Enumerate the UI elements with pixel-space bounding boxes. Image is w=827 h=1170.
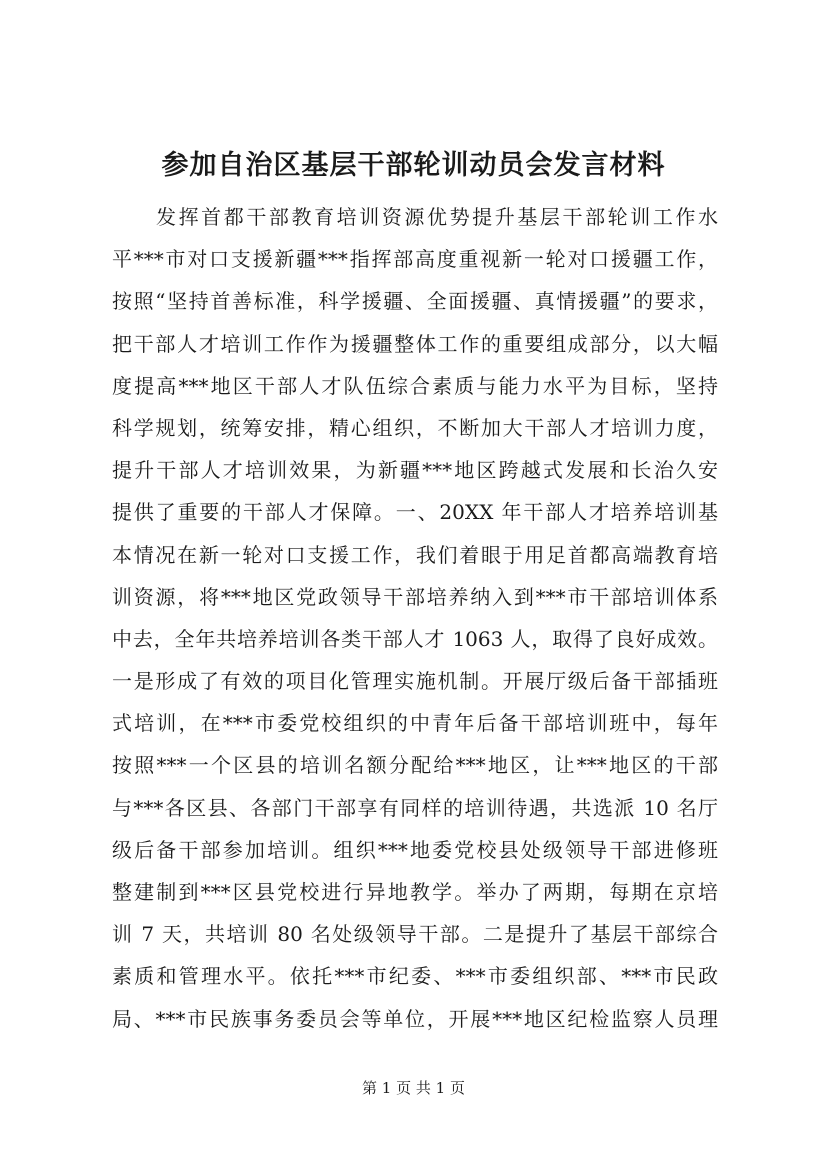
- body-line: 训资源，将***地区党政领导干部培养纳入到***市干部培训体系: [112, 584, 718, 609]
- body-line: 提升干部人才培训效果，为新疆***地区跨越式发展和长治久安: [112, 458, 718, 483]
- document-body: [112, 196, 718, 1040]
- body-line: 局、***市民族事务委员会等单位，开展***地区纪检监察人员理: [112, 1006, 718, 1031]
- body-line: 平***市对口支援新疆***指挥部高度重视新一轮对口援疆工作，: [112, 247, 718, 272]
- body-line: 级后备干部参加培训。组织***地委党校县处级领导干部进修班: [112, 837, 718, 862]
- body-line: 按照“坚持首善标准，科学援疆、全面援疆、真情援疆”的要求，: [112, 289, 718, 314]
- body-line: 一是形成了有效的项目化管理实施机制。开展厅级后备干部插班: [112, 669, 718, 694]
- body-line: 素质和管理水平。依托***市纪委、***市委组织部、***市民政: [112, 964, 718, 989]
- document-title: 参加自治区基层干部轮训动员会发言材料: [161, 150, 666, 181]
- body-line: 本情况在新一轮对口支援工作，我们着眼于用足首都高端教育培: [112, 542, 718, 567]
- body-line: 发挥首都干部教育培训资源优势提升基层干部轮训工作水: [156, 205, 718, 229]
- page-footer: 第 1 页 共 1 页: [362, 1079, 465, 1097]
- body-line: 中去，全年共培养培训各类干部人才 1063 人，取得了良好成效。: [112, 626, 718, 651]
- body-line: 提供了重要的干部人才保障。一、20XX 年干部人才培养培训基: [112, 500, 718, 525]
- body-line: 式培训，在***市委党校组织的中青年后备干部培训班中，每年: [112, 711, 718, 736]
- body-line: 度提高***地区干部人才队伍综合素质与能力水平为目标，坚持: [112, 373, 718, 398]
- body-line: 按照***一个区县的培训名额分配给***地区，让***地区的干部: [112, 753, 718, 778]
- body-line: 训 7 天，共培训 80 名处级领导干部。二是提升了基层干部综合: [112, 922, 718, 947]
- body-line: 把干部人才培训工作作为援疆整体工作的重要组成部分，以大幅: [112, 331, 718, 356]
- body-line: 与***各区县、各部门干部享有同样的培训待遇，共选派 10 名厅: [112, 795, 718, 820]
- body-line: 科学规划，统筹安排，精心组织，不断加大干部人才培训力度，: [112, 415, 718, 440]
- body-line: 整建制到***区县党校进行异地教学。举办了两期，每期在京培: [112, 880, 718, 904]
